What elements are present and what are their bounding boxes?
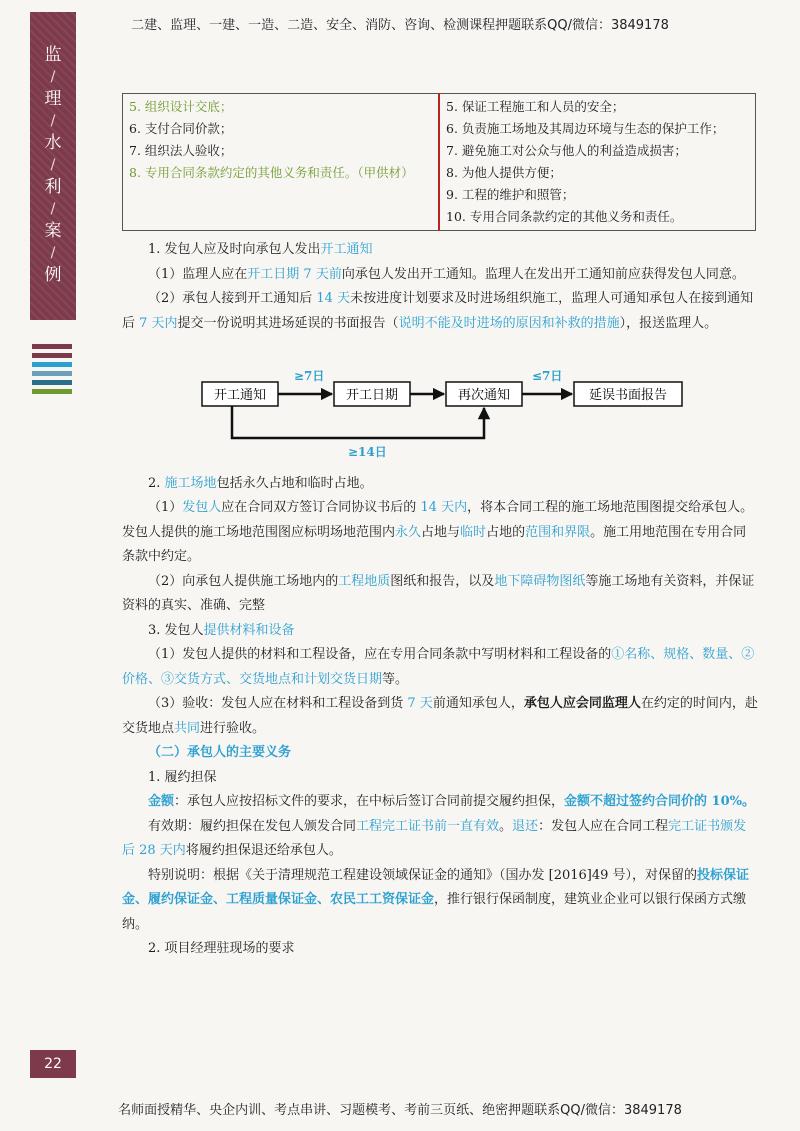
flow-box-label: 再次通知: [457, 388, 511, 403]
list-item: 9. 工程的维护和照管；: [446, 187, 575, 202]
sidebar-title: [30, 40, 76, 290]
list-item: 6. 负责施工场地及其周边环境与生态的保护工作；: [446, 121, 725, 136]
flow-box-label: 开工通知: [213, 388, 267, 403]
list-item: 7. 组织法人验收；: [129, 143, 233, 158]
paragraph: （1）发包人应在合同双方签订合同协议书后的 14 天内，将本合同工程的施工场地范围图提交给承包人。发包人提供的施工场地范围图应标明场地范围内永久占地与临时占地的范围和界限。施工用地范围在专用合同条款中约定。: [122, 500, 754, 564]
flow-box-label: 延误书面报告: [588, 388, 668, 403]
sidebar-char: 利: [44, 177, 62, 197]
sidebar-divider: /: [50, 69, 56, 85]
page-footer: 名师面授精华、央企内训、考点串讲、习题模考、考前三页纸、绝密押题联系QQ/微信：3849178: [118, 1103, 682, 1118]
sidebar-char: 例: [44, 265, 62, 285]
start-notice-flowchart: [122, 340, 758, 460]
sidebar-char: 监: [44, 45, 62, 65]
page-header: 二建、监理、一建、一造、二造、安全、消防、咨询、检测课程押题联系QQ/微信：3849178: [131, 18, 669, 33]
paragraph: （3）验收：发包人应在材料和工程设备到货 7 天前通知承包人，承包人应会同监理人在约定的时间内，赴交货地点共同进行验收。: [122, 696, 758, 736]
list-item: 5. 保证工程施工和人员的安全；: [446, 99, 625, 114]
sidebar-char: 案: [44, 221, 62, 241]
paragraph: 金额：承包人应按招标文件的要求，在中标后签订合同前提交履约担保，金额不超过签约合同价的 10%。: [148, 794, 756, 809]
flow-label: ≤7日: [532, 369, 563, 383]
decor-bar: [32, 371, 72, 376]
sidebar-divider: /: [50, 245, 56, 261]
decor-bar: [32, 362, 72, 367]
decor-bar: [32, 344, 72, 349]
list-item: 8. 专用合同条款约定的其他义务和责任。（甲供材）: [129, 165, 414, 180]
sidebar-char: 水: [44, 133, 62, 153]
sidebar-divider: /: [50, 157, 56, 173]
flow-arrow-bypass: [232, 406, 484, 438]
paragraph: 有效期：履约担保在发包人颁发合同工程完工证书前一直有效。退还：发包人应在合同工程完工证书颁发后 28 天内将履约担保退还给承包人。: [122, 818, 747, 858]
sidebar-divider: /: [50, 113, 56, 129]
page-number: 22: [30, 1050, 76, 1078]
subheading: 1. 履约担保: [148, 769, 217, 785]
section-heading: 3. 发包人提供材料和设备: [148, 622, 295, 638]
flow-box-label: 开工日期: [345, 388, 399, 403]
table-row: [123, 94, 756, 231]
decor-bar: [32, 389, 72, 394]
list-item: 7. 避免施工对公众与他人的利益造成损害；: [446, 143, 687, 158]
list-item: 6. 支付合同价款；: [129, 121, 233, 136]
section-heading: 2. 施工场地包括永久占地和临时占地。: [148, 475, 373, 491]
contractor-obligations-cell: [439, 94, 756, 231]
decor-bar: [32, 380, 72, 385]
paragraph: 特别说明：根据《关于清理规范工程建设领域保证金的通知》（国办发 [2016]49 号），对保留的投标保证金、履约保证金、工程质量保证金、农民工工资保证金，推行银行保函制度，建筑业企业可以银行保函方式缴纳。: [122, 867, 750, 932]
list-item: 10. 专用合同条款约定的其他义务和责任。: [446, 209, 683, 224]
decor-bars: [32, 344, 72, 398]
paragraph: （1）监理人应在开工日期 7 天前向承包人发出开工通知。监理人在发出开工通知前应获得发包人同意。: [148, 266, 745, 282]
section-heading: （二）承包人的主要义务: [148, 745, 292, 760]
obligations-table: [122, 93, 756, 231]
employer-obligations-cell: [123, 94, 440, 231]
list-item: 8. 为他人提供方便；: [446, 165, 562, 180]
paragraph: （1）发包人提供的材料和工程设备，应在专用合同条款中写明材料和工程设备的①名称、规格、数量、②价格、③交货方式、交货地点和计划交货日期等。: [122, 647, 755, 687]
decor-bar: [32, 353, 72, 358]
subheading: 2. 项目经理驻现场的要求: [148, 941, 295, 956]
sidebar-divider: /: [50, 201, 56, 217]
flow-label: ≥14日: [348, 445, 387, 459]
sidebar-char: 理: [44, 89, 62, 109]
paragraph: （2）向承包人提供施工场地内的工程地质图纸和报告，以及地下障碍物图纸等施工场地有关资料，并保证资料的真实、准确、完整: [122, 573, 755, 613]
flow-label: ≥7日: [294, 369, 325, 383]
main-content: [122, 238, 758, 962]
list-item: 5. 组织设计交底；: [129, 99, 233, 114]
paragraph: （2）承包人接到开工通知后 14 天未按进度计划要求及时进场组织施工，监理人可通知承包人在接到通知后 7 天内提交一份说明其进场延误的书面报告（说明不能及时进场的原因和补救的措施），报送监理人。: [122, 291, 754, 331]
section-heading: 1. 发包人应及时向承包人发出开工通知: [148, 242, 373, 257]
